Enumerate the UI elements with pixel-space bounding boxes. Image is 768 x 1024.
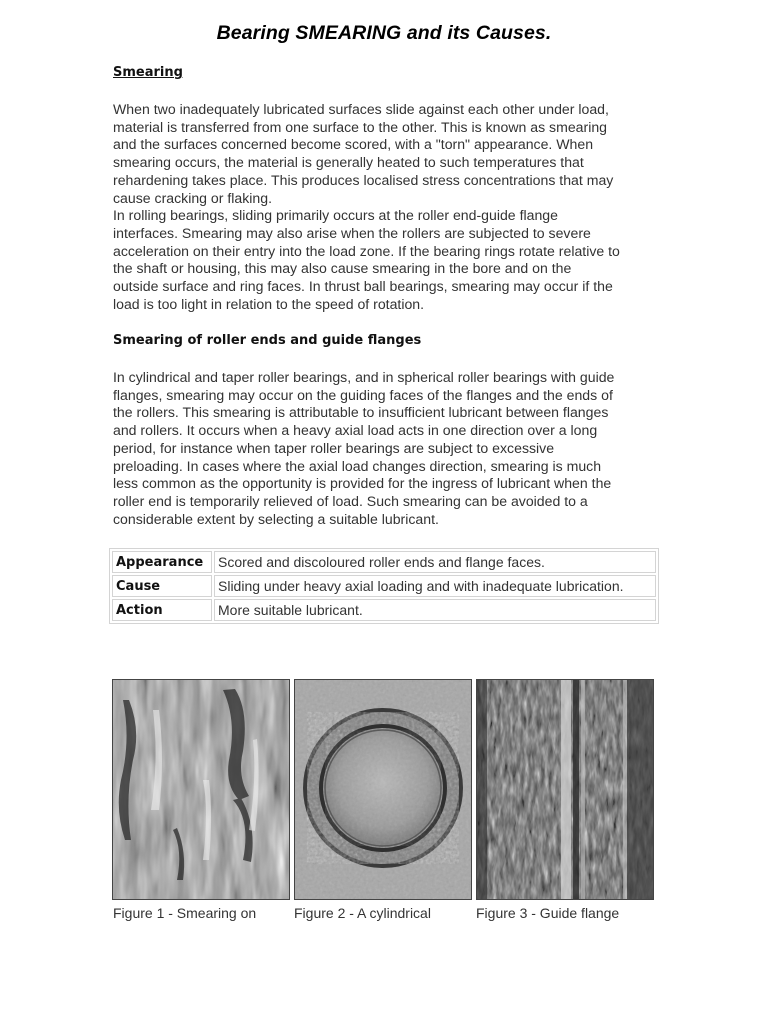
figure-caption: Figure 1 - Smearing on: [113, 905, 257, 921]
text-line: the rollers. This smearing is attributable to insufficient lubricant between flanges: [113, 404, 609, 421]
text-line: considerable extent by selecting a suitable lubricant.: [113, 510, 439, 527]
text-line: the shaft or housing, this may also cause smearing in the bore and on the: [113, 260, 572, 277]
row-label: Action: [112, 599, 212, 621]
text-line: cause cracking or flaking.: [113, 189, 273, 206]
text-line: load is too light in relation to the speed of rotation.: [113, 295, 425, 312]
row-value: More suitable lubricant.: [214, 599, 656, 621]
text-line: smearing occurs, the material is generally heated to such temperatures that: [113, 154, 584, 171]
table-row: [112, 599, 656, 621]
row-label: Appearance: [112, 551, 212, 573]
smearing-paragraph: [113, 101, 663, 313]
text-line: In cylindrical and taper roller bearings, and in spherical roller bearings with guide: [113, 369, 615, 385]
text-line: In rolling bearings, sliding primarily occurs at the roller end-guide flange: [113, 207, 558, 224]
text-line: interfaces. Smearing may also arise when the rollers are subjected to severe: [113, 224, 591, 241]
cylindrical-roller-end-photo: [294, 679, 472, 900]
text-line: When two inadequately lubricated surfaces slide against each other under load,: [113, 101, 609, 117]
text-line: acceleration on their entry into the load zone. If the bearing rings rotate relative to: [113, 242, 620, 259]
table-row: [112, 551, 656, 573]
text-line: period, for instance when taper roller bearings are subject to excessive: [113, 439, 555, 456]
text-line: roller end is temporarily relieved of load. Such smearing can be avoided to a: [113, 492, 588, 509]
text-line: outside surface and ring faces. In thrust ball bearings, smearing may occur if the: [113, 278, 613, 295]
row-value: Sliding under heavy axial loading and with inadequate lubrication.: [214, 575, 656, 597]
section-heading-roller-ends: Smearing of roller ends and guide flanges: [113, 333, 422, 348]
row-value: Scored and discoloured roller ends and flange faces.: [214, 551, 656, 573]
smearing-facts-table: [109, 548, 659, 624]
text-line: rehardening takes place. This produces localised stress concentrations that may: [113, 171, 614, 188]
page-title: Bearing SMEARING and its Causes.: [216, 22, 552, 44]
text-line: less common as the opportunity is provided for the ingress of lubricant when the: [113, 475, 612, 492]
text-line: material is transferred from one surface to the other. This is known as smearing: [113, 118, 608, 135]
row-label: Cause: [112, 575, 212, 597]
roller-ends-paragraph: [113, 369, 663, 528]
text-line: and rollers. It occurs when a heavy axial load acts in one direction over a long: [113, 422, 598, 439]
guide-flange-photo: [476, 679, 654, 900]
section-heading-smearing: Smearing: [113, 65, 183, 80]
figure-caption: Figure 3 - Guide flange: [476, 905, 620, 921]
table-row: [112, 575, 656, 597]
smeared-surface-photo: [112, 679, 290, 900]
figure-caption: Figure 2 - A cylindrical: [294, 905, 431, 921]
text-line: flanges, smearing may occur on the guiding faces of the flanges and the ends of: [113, 386, 613, 403]
text-line: preloading. In cases where the axial load changes direction, smearing is much: [113, 457, 602, 474]
text-line: and the surfaces concerned become scored, with a "torn" appearance. When: [113, 136, 594, 153]
